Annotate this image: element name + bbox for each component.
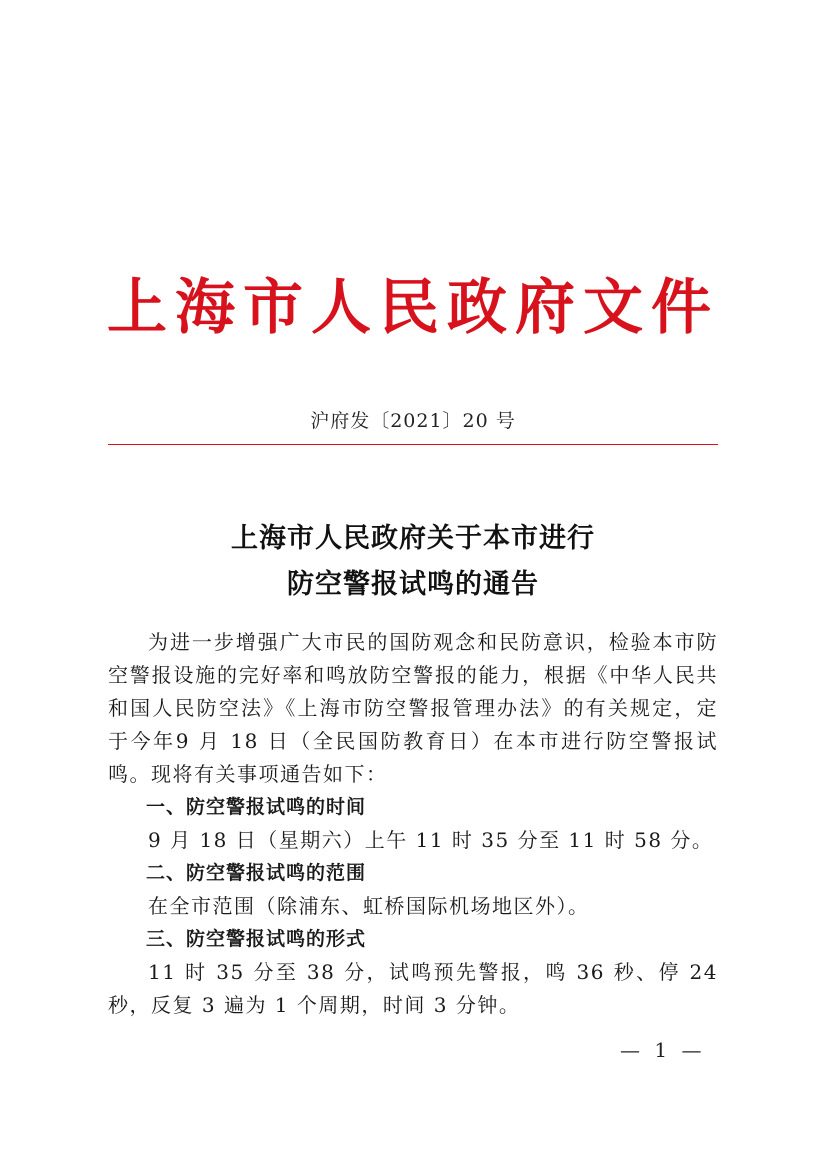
notice-title-line-2: 防空警报试鸣的通告 — [287, 569, 539, 600]
notice-body — [108, 626, 718, 1022]
section-heading-time: 一、防空警报试鸣的时间 — [146, 796, 367, 818]
page-number: — 1 — — [620, 1038, 706, 1062]
intro-paragraph: 为进一步增强广大市民的国防观念和民防意识，检验本市防空警报设施的完好率和鸣放防空警报的能力，根据《中华人民共和国人民防空法》《上海市防空警报管理办法》的有关规定，定于今年9 月 18 日（全民国防教育日）在本市进行防空警报试鸣。现将有关事项通告如下： — [108, 630, 718, 786]
section-text-scope: 在全市范围（除浦东、虹桥国际机场地区外）。 — [148, 894, 590, 918]
red-divider-line — [108, 444, 718, 445]
section-text-form: 11 时 35 分至 38 分，试鸣预先警报，鸣 36 秒、停 24 秒，反复 3 遍为 1 个周期，时间 3 分钟。 — [108, 960, 718, 1017]
document-number: 沪府发〔2021〕20 号 — [310, 410, 516, 432]
section-heading-scope: 二、防空警报试鸣的范围 — [146, 862, 367, 884]
masthead-title: 上海市人民政府文件 — [107, 273, 719, 343]
section-text-time: 9 月 18 日（星期六）上午 11 时 35 分至 11 时 58 分。 — [148, 828, 714, 852]
section-heading-form: 三、防空警报试鸣的形式 — [146, 928, 367, 950]
notice-title — [0, 516, 826, 608]
notice-title-line-1: 上海市人民政府关于本市进行 — [231, 523, 595, 554]
